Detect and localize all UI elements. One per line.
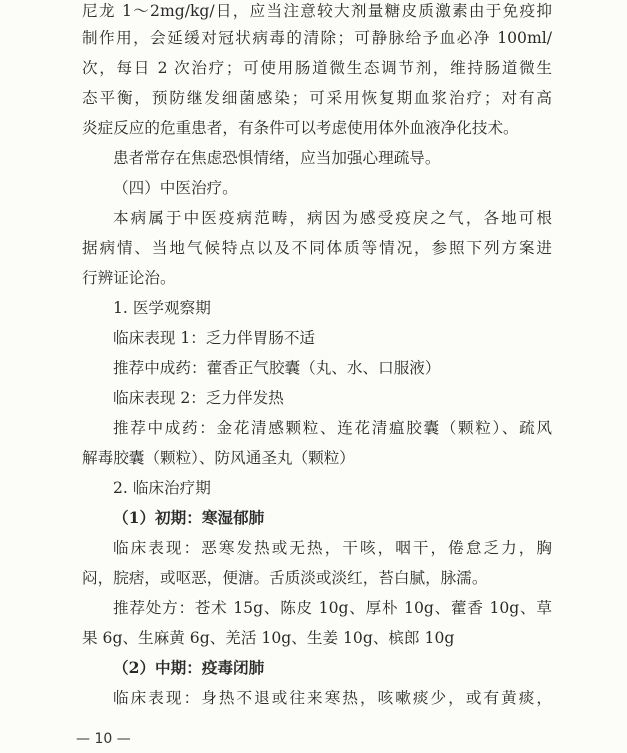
paragraph-line: 行辨证论治。 xyxy=(82,269,176,287)
paragraph-line: 解毒胶囊（颗粒）、防风通圣丸（颗粒） xyxy=(82,449,355,467)
paragraph-line: 态平衡，预防继发细菌感染；可采用恢复期血浆治疗；对有高 xyxy=(82,89,552,107)
paragraph-line: 闷，脘痞，或呕恶，便溏。舌质淡或淡红，苔白腻，脉濡。 xyxy=(82,569,488,587)
paragraph-line: 临床表现 1：乏力伴胃肠不适 xyxy=(113,329,316,347)
paragraph-line: 推荐中成药：金花清感颗粒、连花清瘟胶囊（颗粒）、疏风 xyxy=(113,419,552,437)
subsection-heading: 2. 临床治疗期 xyxy=(113,479,211,497)
section-heading: （四）中医治疗。 xyxy=(113,179,238,197)
paragraph-line: 次，每日 2 次治疗；可使用肠道微生态调节剂，维持肠道微生 xyxy=(82,59,552,77)
paragraph-line: 推荐处方：苍术 15g、陈皮 10g、厚朴 10g、藿香 10g、草 xyxy=(113,599,552,617)
paragraph-line: 制作用，会延缓对冠状病毒的清除；可静脉给予血必净 100ml/ xyxy=(82,29,552,47)
paragraph-line: 临床表现：恶寒发热或无热，干咳，咽干，倦怠乏力，胸 xyxy=(113,539,552,557)
subsection-heading: 1. 医学观察期 xyxy=(113,299,211,317)
paragraph-line: 本病属于中医疫病范畴，病因为感受疫戾之气，各地可根 xyxy=(113,209,552,227)
paragraph-line: 尼龙 1～2mg/kg/日，应当注意较大剂量糖皮质激素由于免疫抑 xyxy=(82,2,552,20)
document-body xyxy=(82,0,552,713)
page-number: — 10 — xyxy=(76,731,131,747)
paragraph-line: 炎症反应的危重患者，有条件可以考虑使用体外血液净化技术。 xyxy=(82,119,519,137)
paragraph-line: 推荐中成药：藿香正气胶囊（丸、水、口服液） xyxy=(113,359,441,377)
paragraph-line: 临床表现：身热不退或往来寒热，咳嗽痰少，或有黄痰， xyxy=(113,689,552,707)
paragraph-line: 果 6g、生麻黄 6g、羌活 10g、生姜 10g、槟郎 10g xyxy=(82,629,455,647)
stage-heading: （2）中期：疫毒闭肺 xyxy=(113,658,265,677)
paragraph-line: 临床表现 2：乏力伴发热 xyxy=(113,389,284,407)
paragraph-line: 据病情、当地气候特点以及不同体质等情况，参照下列方案进 xyxy=(82,239,552,257)
stage-heading: （1）初期：寒湿郁肺 xyxy=(113,508,265,527)
paragraph-line: 患者常存在焦虑恐惧情绪，应当加强心理疏导。 xyxy=(113,149,441,167)
